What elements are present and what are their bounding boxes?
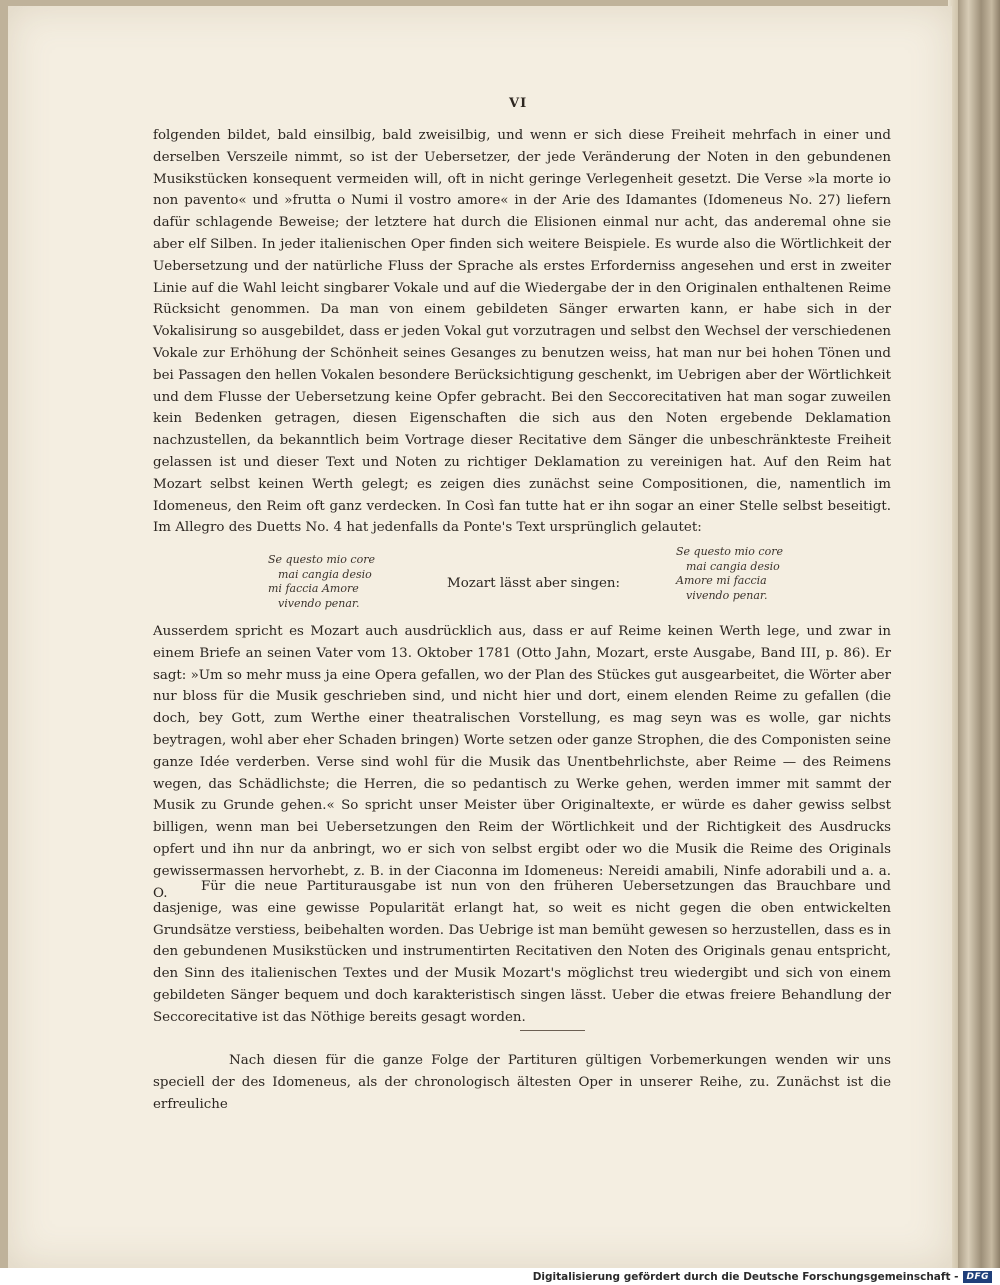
paragraph-4: Nach diesen für die ganze Folge der Partituren gültigen Vorbemerkungen wenden wir uns speciell der des Idomeneus, als der chronologisch ältesten Oper in unserer Reihe, zu. Zunächst ist die erfreuliche	[153, 1053, 891, 1112]
dfg-credit	[533, 1269, 992, 1284]
book-binding	[958, 0, 1000, 1268]
verse-line: mi faccia Amore	[268, 582, 359, 595]
dfg-logo: DFG	[963, 1271, 992, 1283]
page-number: VI	[509, 96, 528, 111]
section-divider	[520, 1030, 585, 1031]
verse-original	[268, 553, 375, 611]
paragraph-2: Ausserdem spricht es Mozart auch ausdrücklich aus, dass er auf Reime keinen Werth lege, und zwar in einem Briefe an seinen Vater vom 13. Oktober 1781 (Otto Jahn, Mozart, erste Ausgabe, Band III, p. 86). Er sagt: »Um so mehr muss ja eine Opera gefallen, wo der Plan des Stückes gut ausgearbeitet, die Wörter aber nur bloss für die Musik geschrieben sind, und nicht hier und dort, einem elenden Reime zu gefallen (die doch, bey Gott, zum Werthe einer theatralischen Vorstellung, es mag seyn was es wolle, gar nichts beytragen, wohl aber eher Schaden bringen) Worte setzen oder ganze Strophen, die des Componisten seine ganze Idée verderben. Verse sind wohl für die Musik das Unentbehrlichste, aber Reime — des Reimens wegen, das Schädlichste; die Herren, die so pedantisch zu Werke gehen, werden immer mit sammt der Musik zu Grunde gehen.« So spricht unser Meister über Originaltexte, er würde es daher gewiss selbst billigen, wenn man bei Uebersetzungen den Reim der Wörtlichkeit und der Richtigkeit des Ausdrucks opfert und ihn nur da anbringt, wo er sich von selbst ergibt oder wo die Musik die Reime des Originals gewissermassen hervorhebt, z. B. in der Ciaconna im Idomeneus: Nereidi amabili, Ninfe adorabili und a. a. O.	[153, 624, 891, 901]
verse-line: Se questo mio core	[676, 545, 783, 558]
verse-line: mai cangia desio	[686, 559, 780, 573]
verse-line: vivendo penar.	[278, 596, 360, 610]
verse-line: Se questo mio core	[268, 553, 375, 566]
verse-connector: Mozart lässt aber singen:	[447, 576, 621, 591]
verse-line: vivendo penar.	[686, 588, 768, 602]
paragraph-1: folgenden bildet, bald einsilbig, bald zweisilbig, und wenn er sich diese Freiheit mehrfach in einer und derselben Verszeile nimmt, so ist der Uebersetzer, der jede Veränderung der Noten in den gebundenen Musikstücken konsequent vermeiden will, oft in nicht geringe Verlegenheit gesetzt. Die Verse »la morte io non pavento« und »frutta o Numi il vostro amore« in der Arie des Idamantes (Idomeneus No. 27) liefern dafür schlagende Beweise; der letztere hat durch die Elisionen einmal nur acht, das anderemal ohne sie aber elf Silben. In jeder italienischen Oper finden sich weitere Beispiele. Es wurde also die Wörtlichkeit der Uebersetzung und der natürliche Fluss der Sprache als erstes Erforderniss angesehen und erst in zweiter Linie auf die Wahl leicht singbarer Vokale und auf die Wiedergabe der in den Originalen enthaltenen Reime Rücksicht genommen. Da man von einem gebildeten Sänger erwarten kann, er habe sich in der Vokalisirung so ausgebildet, dass er jeden Vokal gut vorzutragen und selbst den Wechsel der verschiedenen Vokale zur Erhöhung der Schönheit seines Gesanges zu benutzen weiss, hat man nur bei hohen Tönen und bei Passagen den hellen Vokalen besondere Berücksichtigung geschenkt, im Uebrigen aber der Wörtlichkeit und dem Flusse der Uebersetzung keine Opfer gebracht. Bei den Seccorecitativen hat man sogar zuweilen kein Bedenken getragen, diesen Eigenschaften die sich aus den Noten ergebende Deklamation nachzustellen, da bekanntlich beim Vortrage dieser Recitative dem Sänger die unbeschränkteste Freiheit gelassen ist und dieser Text und Noten zu richtiger Deklamation zu vereinigen hat. Auf den Reim hat Mozart selbst keinen Werth gelegt; es zeigen dies zunächst seine Compositionen, die, namentlich im Idomeneus, den Reim oft ganz verdecken. In Così fan tutte hat er ihn sogar an einer Stelle selbst beseitigt. Im Allegro des Duetts No. 4 hat jedenfalls da Ponte's Text ursprünglich gelautet:	[153, 128, 891, 536]
dfg-credit-text: Digitalisierung gefördert durch die Deutsche Forschungsgemeinschaft -	[532, 1270, 959, 1283]
verse-line: mai cangia desio	[278, 567, 372, 581]
paragraph-3: Für die neue Partiturausgabe ist nun von den früheren Uebersetzungen das Brauchbare und dasjenige, was eine gewisse Popularität erlangt hat, so weit es nicht gegen die oben entwickelten Grundsätze verstiess, beibehalten worden. Das Uebrige ist man bemüht gewesen so herzustellen, dass es in den gebundenen Musikstücken und instrumentirten Recitativen den Noten des Originals genau entspricht, den Sinn des italienischen Textes und der Musik Mozart's möglichst treu wiedergibt und sich von einem gebildeten Sänger bequem und doch karakteristisch singen lässt. Ueber die etwas freiere Behandlung der Seccorecitative ist das Nöthige bereits gesagt worden.	[153, 879, 891, 1025]
verse-sung	[676, 545, 783, 603]
verse-line: Amore mi faccia	[676, 574, 767, 587]
